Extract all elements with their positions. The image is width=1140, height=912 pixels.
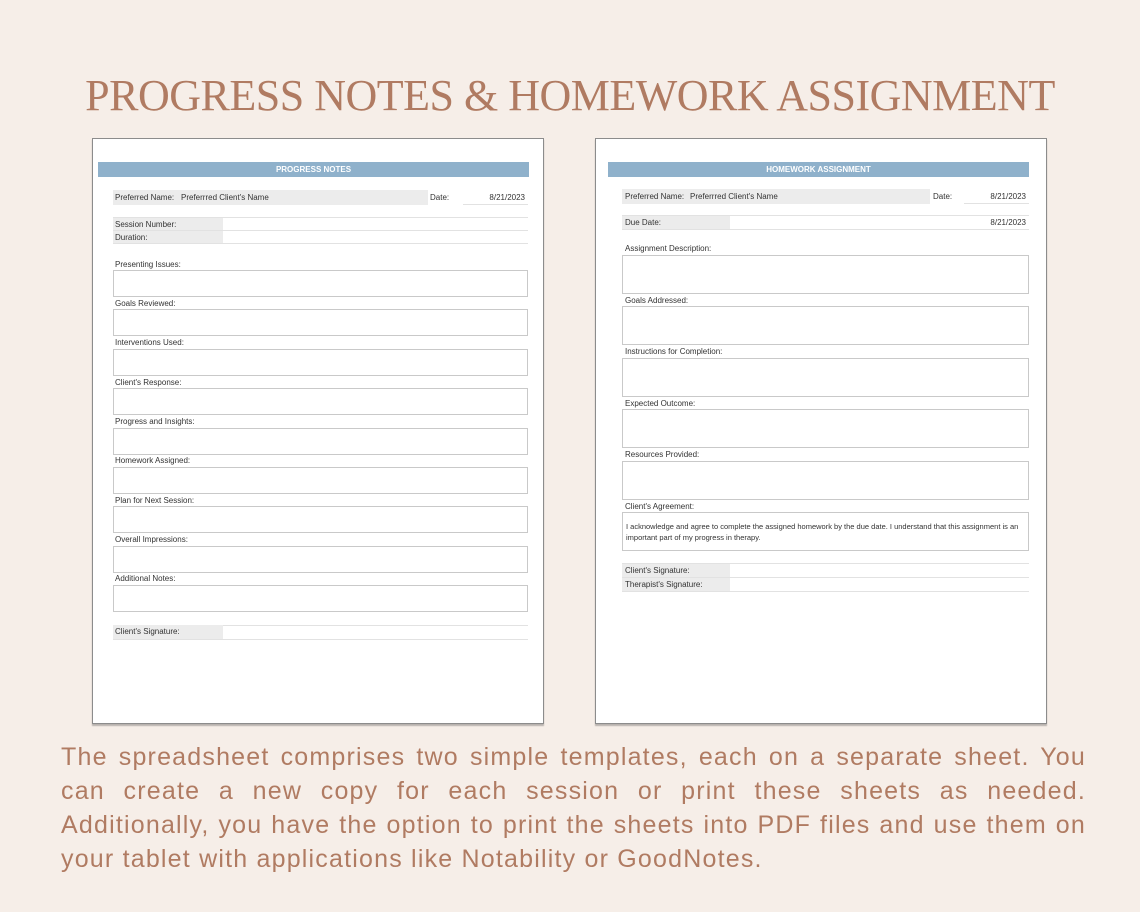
preferred-name-value[interactable]: Preferrred Client's Name xyxy=(690,192,778,201)
divider xyxy=(622,215,1029,216)
goals-addressed-field[interactable] xyxy=(622,306,1029,345)
homework-assignment-sheet xyxy=(595,138,1047,724)
duration-label: Duration: xyxy=(115,233,148,242)
goals-reviewed-field[interactable] xyxy=(113,309,528,336)
assignment-description-label: Assignment Description: xyxy=(625,244,712,253)
interventions-used-label: Interventions Used: xyxy=(115,338,184,347)
divider xyxy=(622,577,1029,578)
date-value[interactable]: 8/21/2023 xyxy=(990,192,1026,201)
presenting-issues-field[interactable] xyxy=(113,270,528,297)
preferred-name-value[interactable]: Preferrred Client's Name xyxy=(181,193,269,202)
due-date-value[interactable]: 8/21/2023 xyxy=(990,218,1026,227)
client-signature-label: Client's Signature: xyxy=(625,566,690,575)
instructions-label: Instructions for Completion: xyxy=(625,347,723,356)
homework-assigned-label: Homework Assigned: xyxy=(115,456,191,465)
assignment-description-field[interactable] xyxy=(622,255,1029,294)
divider xyxy=(622,591,1029,592)
date-value[interactable]: 8/21/2023 xyxy=(489,193,525,202)
expected-outcome-field[interactable] xyxy=(622,409,1029,448)
clients-response-field[interactable] xyxy=(113,388,528,415)
date-label: Date: xyxy=(933,192,953,201)
divider xyxy=(113,639,528,640)
expected-outcome-label: Expected Outcome: xyxy=(625,399,696,408)
agreement-text: I acknowledge and agree to complete the assigned homework by the due date. I understand that this assignment is an important part of my progress in therapy. xyxy=(626,522,1019,542)
date-underline xyxy=(964,203,1029,204)
client-signature-label: Client's Signature: xyxy=(115,627,180,636)
overall-impressions-field[interactable] xyxy=(113,546,528,573)
overall-impressions-label: Overall Impressions: xyxy=(115,535,188,544)
plan-next-session-label: Plan for Next Session: xyxy=(115,496,195,505)
presenting-issues-label: Presenting Issues: xyxy=(115,260,181,269)
description-paragraph: The spreadsheet comprises two simple templates, each on a separate sheet. You can create a new copy for each session or print these sheets as needed. Additionally, you have the option to print the sheets into PDF files and use them on your tablet with applications like Notability or GoodNotes. xyxy=(61,743,1086,873)
progress-insights-label: Progress and Insights: xyxy=(115,417,195,426)
date-underline xyxy=(463,204,528,205)
homework-assignment-header: HOMEWORK ASSIGNMENT xyxy=(608,162,1029,177)
plan-next-session-field[interactable] xyxy=(113,506,528,533)
progress-notes-header: PROGRESS NOTES xyxy=(98,162,529,177)
clients-agreement-label: Client's Agreement: xyxy=(625,502,695,511)
resources-provided-field[interactable] xyxy=(622,461,1029,500)
clients-response-label: Client's Response: xyxy=(115,378,182,387)
due-date-label: Due Date: xyxy=(625,218,662,227)
session-number-label: Session Number: xyxy=(115,220,177,229)
date-label: Date: xyxy=(430,193,450,202)
preferred-name-label: Preferred Name: xyxy=(625,192,685,201)
progress-notes-sheet xyxy=(92,138,544,724)
resources-provided-label: Resources Provided: xyxy=(625,450,700,459)
additional-notes-label: Additional Notes: xyxy=(115,574,176,583)
page-title: PROGRESS NOTES & HOMEWORK ASSIGNMENT xyxy=(85,71,1055,120)
instructions-field[interactable] xyxy=(622,358,1029,397)
homework-assigned-field[interactable] xyxy=(113,467,528,494)
divider xyxy=(113,243,528,244)
interventions-used-field[interactable] xyxy=(113,349,528,376)
goals-reviewed-label: Goals Reviewed: xyxy=(115,299,176,308)
divider xyxy=(113,230,528,231)
preferred-name-label: Preferred Name: xyxy=(115,193,175,202)
divider xyxy=(622,229,1029,230)
therapist-signature-label: Therapist's Signature: xyxy=(625,580,703,589)
additional-notes-field[interactable] xyxy=(113,585,528,612)
progress-insights-field[interactable] xyxy=(113,428,528,455)
goals-addressed-label: Goals Addressed: xyxy=(625,296,689,305)
